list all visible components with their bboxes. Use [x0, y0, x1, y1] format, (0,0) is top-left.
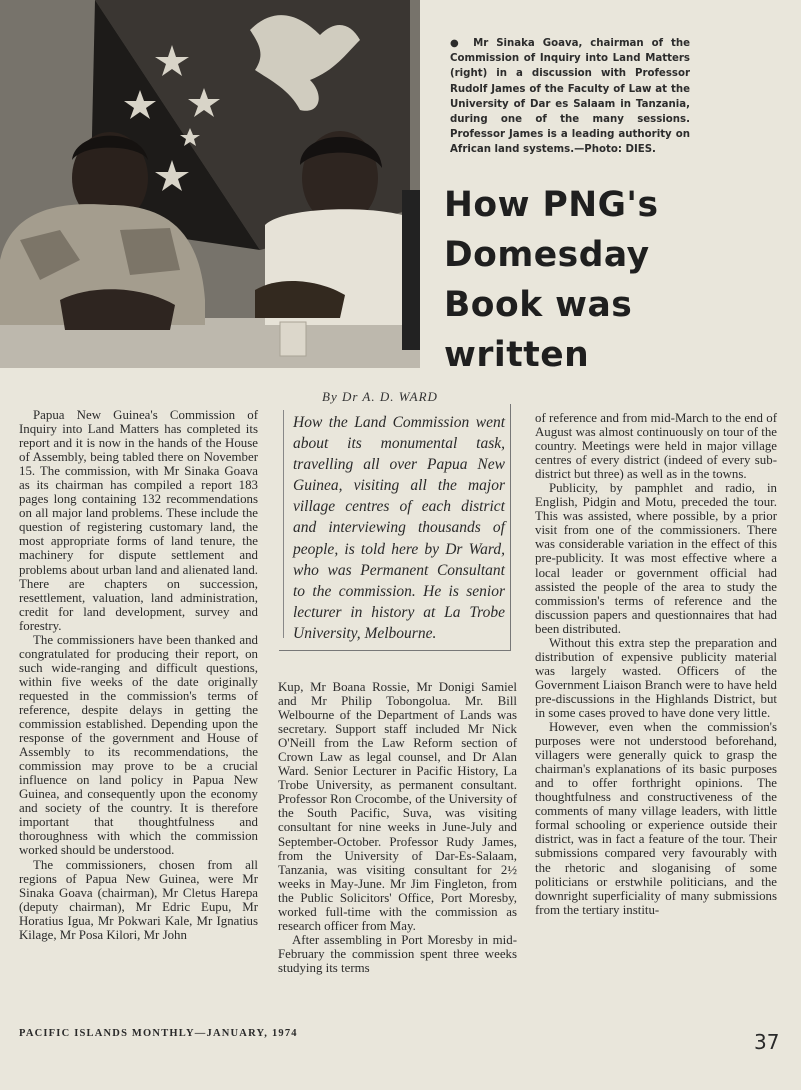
paragraph: However, even when the commission's purposes were not understood beforehand, villagers were generally quick to grasp the chairman's explanations of its basic purposes and to offer forthright opinions. The thoughtfulness and constructiveness of the comments of many village leaders, with little formal schooling or experience outside their district, was in fact a feature of the tour. Their submissions compared very favourably with the rhetoric and sloganising of some politicians or erstwhile politicians, and the downright superficiality of many submissions from the tertiary institu- [535, 720, 777, 917]
photo-illustration [0, 0, 420, 368]
byline: By Dr A. D. WARD [322, 389, 438, 404]
paragraph: Without this extra step the preparation and distribution of expensive publicity material was largely wasted. Officers of the Government Liaison Branch were to have held pre-discussions in the Highlands District, but in some cases proved to have done very little. [535, 635, 777, 720]
photo [0, 0, 420, 368]
publication-footer: PACIFIC ISLANDS MONTHLY—JANUARY, 1974 [19, 1028, 298, 1039]
article-column-1 [19, 408, 258, 942]
headline-line-3: Book was [444, 285, 633, 325]
paragraph: The commissioners have been thanked and congratulated for producing their report, on such wide-ranging and difficult questions, within five weeks of the date originally requested in the commission's terms of reference, despite delays in getting the commission established. Depending upon the response of the government and House of Assembly to its recommendations, the commission may prove to be a crucial influence on land policy in Papua New Guinea, and consequently upon the economy and society of the country. It is therefore important that thoughtfulness and thoroughness with which the commission worked should be understood. [19, 632, 258, 858]
paragraph: Publicity, by pamphlet and radio, in English, Pidgin and Motu, preceded the tour. This was assisted, where possible, by a prior visit from one of the commissioners. There was considerable variation in the effect of this pre-publicity. It was most effective where a local leader or government official had assisted the people of the area to study the commission's terms of reference and the discussion papers and questionnaires that had been distributed. [535, 481, 777, 636]
headline-line-1: How PNG's [444, 185, 659, 225]
paragraph: After assembling in Port Moresby in mid-February the commission spent three weeks studying its terms [278, 932, 517, 975]
paragraph: Papua New Guinea's Commission of Inquiry into Land Matters has completed its report and it is now in the hands of the House of Assembly, being tabled there on November 15. The commission, with Mr Sinaka Goava as its chairman has compiled a report 183 pages long containing 132 recommendations on all major land problems. These include the question of registering customary land, the most appropriate forms of land tenure, the machinery for dispute settlement and problems about urban land and alienated land. There are chapters on succession, resettlement, valuation, land administration, credit for land development, survey and forestry. [19, 408, 258, 633]
caption-bullet-icon: ● [450, 38, 464, 49]
headline-line-2: Domesday [444, 235, 650, 275]
photo-caption [450, 36, 690, 158]
headline-line-4: written [444, 335, 590, 375]
paragraph: of reference and from mid-March to the end of August was almost continuously on tour of the country. Meetings were held in major village centres of every district (indeed of every sub-district but three) as well as in the towns. [535, 411, 777, 482]
headline [444, 180, 764, 380]
article-column-2 [278, 680, 517, 975]
intro-text: How the Land Commission went about its monumental task, travelling all over Papua New Guinea, visiting all the major village centres of each district and interviewing thousands of people, is told here by Dr Ward, who was Permanent Consultant to the commission. He is senior lecturer in history at La Trobe University, Melbourne. [293, 414, 505, 642]
caption-text: Mr Sinaka Goava, chairman of the Commission of Inquiry into Land Matters (right) in a discussion with Professor Rudolf James of the Faculty of Law at the University of Dar es Salaam in Tanzania, during one of the many sessions. Professor James is a leading authority on African land systems.—Photo: DIES. [450, 38, 690, 156]
paragraph: Kup, Mr Boana Rossie, Mr Donigi Samiel and Mr Philip Tobongolua. Mr. Bill Welbourne of the Department of Lands was secretary. Support staff included Mr Nick O'Neill from the Law Reform section of Crown Law as legal counsel, and Dr Alan Ward. Senior Lecturer in Pacific History, La Trobe University, as permanent consultant. Professor Ron Crocombe, of the University of the South Pacific, Suva, was visiting consultant for nine weeks in June-July and September-October. Professor Rudy James, from the University of Dar-Es-Salaam, Tanzania, was visiting consultant for 2½ weeks in May-June. Mr Jim Fingleton, from the Public Solicitors' Office, Port Moresby, worked full-time with the commission as research officer from May. [278, 680, 517, 933]
intro-rule [283, 410, 284, 638]
paragraph: The commissioners, chosen from all regions of Papua New Guinea, were Mr Sinaka Goava (chairman), Mr Cletus Harepa (deputy chairman), Mr Edric Eupu, Mr Horatius Igua, Mr Pokwari Kale, Mr Ignatius Kilage, Mr Posa Kilori, Mr John [19, 857, 258, 942]
article-column-3 [535, 411, 777, 917]
intro-box [279, 404, 511, 651]
page-number: 37 [754, 1030, 780, 1054]
